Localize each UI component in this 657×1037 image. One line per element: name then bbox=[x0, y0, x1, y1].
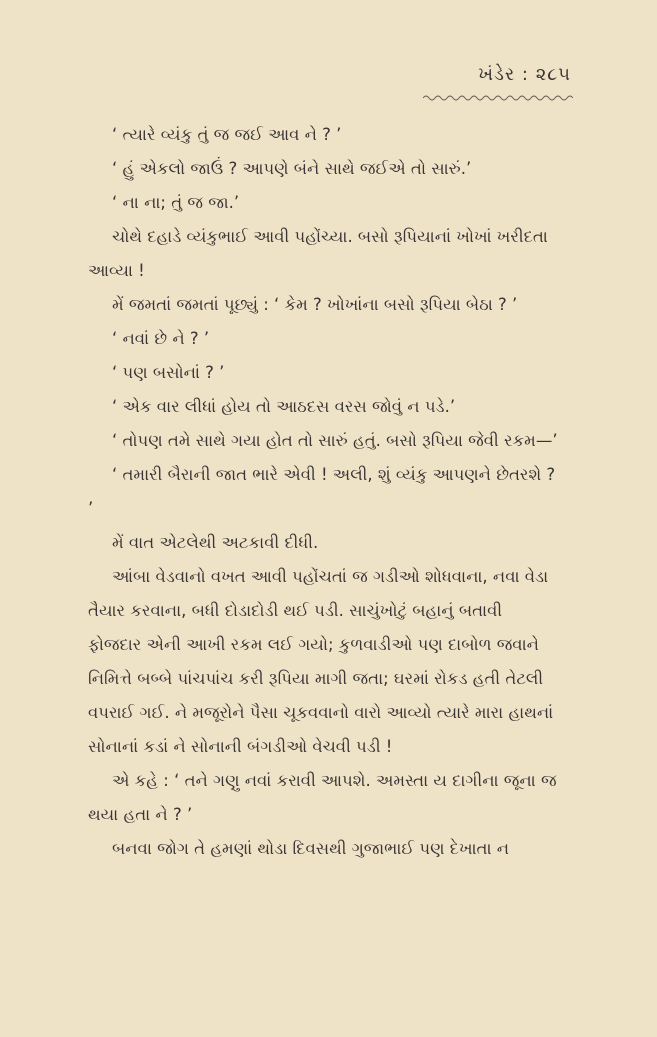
text-paragraph: ચોથે દહાડે વ્યંકુભાઈ આવી પહોંચ્યા. બસો રૂપિયાનાં ખોખાં ખરીદતા આવ્યા ! bbox=[88, 227, 548, 280]
text-paragraph: ‘ તમારી બૈરાની જાત ભારે એવી ! અલી, શું વ્યંકુ આપણને છેતરશે ? ’ bbox=[88, 465, 556, 518]
text-paragraph: ‘ તોપણ તમે સાથે ગયા હોત તો સારું હતું. બસો રૂપિયા જેવી રકમ—’ bbox=[112, 431, 558, 450]
page-header: ખંડેર : ૨૮૫ bbox=[478, 64, 571, 85]
text-line: મેં વાત એટલેથી અટકાવી દીધી. bbox=[112, 533, 319, 552]
text-paragraph: એ કહે : ‘ તને ગણુ નવાં કરાવી આપશે. અમસ્તા ય દાગીના જૂના જ થયા હતા ને ? ’ bbox=[88, 771, 557, 824]
body-text bbox=[88, 118, 558, 866]
text-paragraph: મેં જમતાં જમતાં પૂછ્યું : ‘ કેમ ? ખોખાંના બસો રૂપિયા બેઠા ? ’ bbox=[112, 295, 518, 314]
text-line: ‘ ના ના; તું જ જા.’ bbox=[112, 193, 240, 212]
decorative-underline bbox=[423, 94, 573, 102]
text-paragraph: બનવા જોગ તે હમણાં થોડા દિવસથી ગુજાભાઈ પણ દેખાતા ન bbox=[112, 839, 510, 858]
text-line: ‘ પણ બસોનાં ? ’ bbox=[112, 363, 225, 382]
text-line: ‘ ત્યારે વ્યંકુ તું જ જઈ આવ ને ? ’ bbox=[112, 125, 342, 144]
text-paragraph: આંબા વેડવાનો વખત આવી પહોંચતાં જ ગડીઓ શોધવાના, નવા વેડા તૈયાર કરવાના, બધી દોડાદોડી થઈ પડી. સાચુંખોટું બહાનું બતાવી ફોજદાર એની આખી રકમ લઈ ગયો; કુળવાડીઓ પણ દાબોળ જવાને નિમિત્તે બબ્બે પાંચપાંચ કરી રૂપિયા માગી જતા; ઘરમાં રોકડ હતી તેટલી વપરાઈ ગઈ. ને મજૂરોને પૈસા ચૂકવવાનો વારો આવ્યો ત્યારે મારા હાથનાં સોનાનાં કડાં ને સોનાની બંગડીઓ વેચવી પડી ! bbox=[88, 567, 554, 756]
text-line: ‘ એક વાર લીધાં હોય તો આઠદસ વરસ જોવું ન પડે.’ bbox=[112, 397, 456, 416]
text-line: ‘ નવાં છે ને ? ’ bbox=[112, 329, 210, 348]
text-line: ‘ હું એકલો જાઉં ? આપણે બંને સાથે જઈએ તો સારું.’ bbox=[112, 159, 472, 178]
